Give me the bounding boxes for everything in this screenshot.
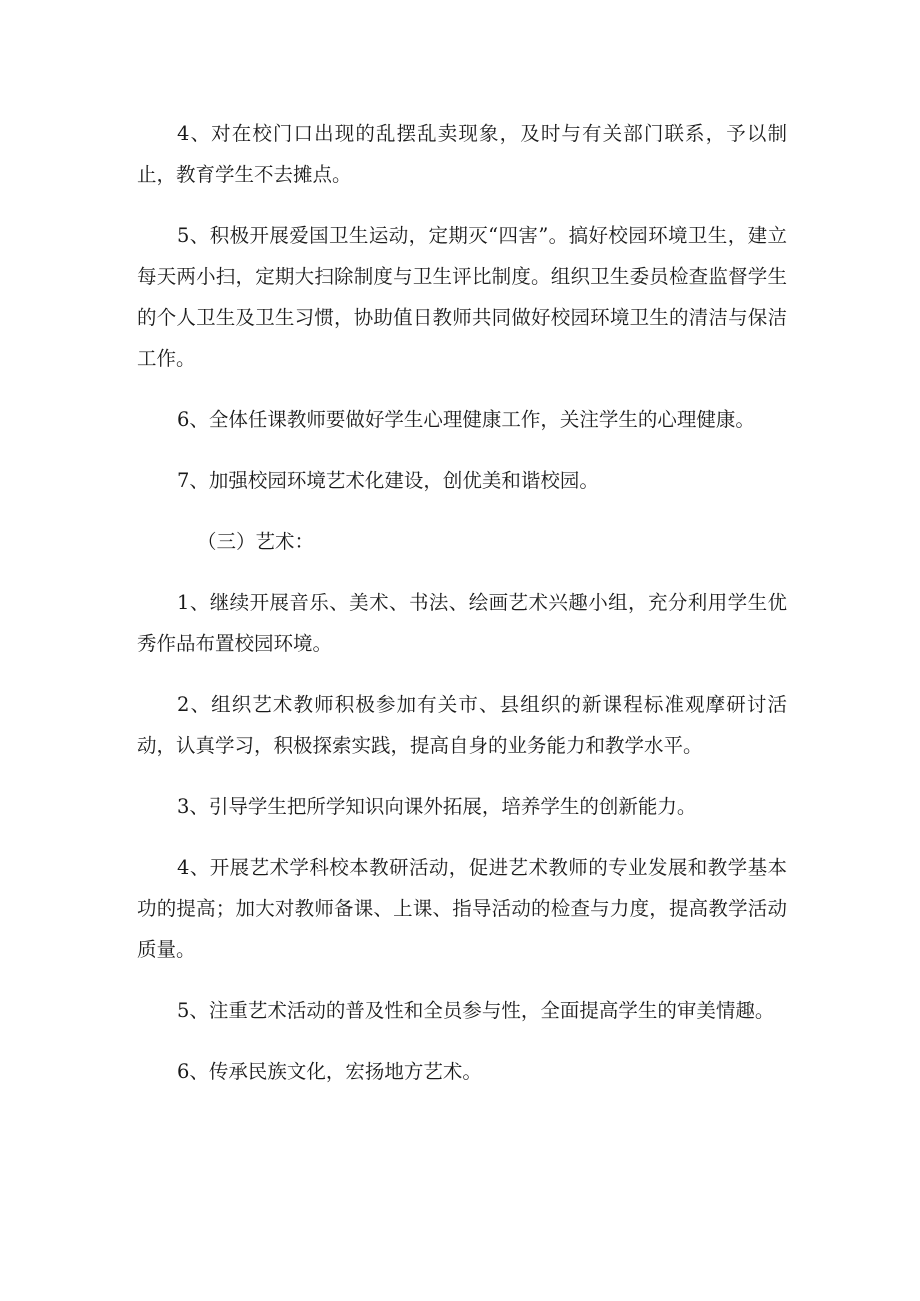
- document-body: [137, 113, 787, 1112]
- paragraph-art-item-5: 5、注重艺术活动的普及性和全员参与性，全面提高学生的审美情趣。: [177, 999, 775, 1022]
- paragraph-item-7-campus-art: 7、加强校园环境艺术化建设，创优美和谐校园。: [177, 469, 599, 492]
- paragraph-art-item-2: 2、组织艺术教师积极参加有关市、县组织的新课程标准观摩研讨活动，认真学习，积极探索实践，提高自身的业务能力和教学水平。: [137, 693, 787, 757]
- paragraph-art-item-6: 6、传承民族文化，宏扬地方艺术。: [177, 1060, 482, 1083]
- paragraph-art-item-1: 1、继续开展音乐、美术、书法、绘画艺术兴趣小组，充分利用学生优秀作品布置校园环境。: [137, 591, 787, 655]
- paragraph-item-5-hygiene: 5、积极开展爱国卫生运动，定期灭“四害”。搞好校园环境卫生，建立每天两小扫，定期大扫除制度与卫生评比制度。组织卫生委员检查监督学生的个人卫生及卫生习惯，协助值日教师共同做好校园环境卫生的清洁与保洁工作。: [137, 224, 787, 370]
- paragraph-art-item-4: 4、开展艺术学科校本教研活动，促进艺术教师的专业发展和教学基本功的提高；加大对教师备课、上课、指导活动的检查与力度，提高教学活动质量。: [137, 856, 787, 961]
- paragraph-item-4-campus-vendors: 4、对在校门口出现的乱摆乱卖现象，及时与有关部门联系，予以制止，教育学生不去摊点。: [137, 122, 787, 186]
- section-heading-art: （三）艺术：: [197, 530, 315, 553]
- paragraph-art-item-3: 3、引导学生把所学知识向课外拓展，培养学生的创新能力。: [177, 795, 697, 818]
- paragraph-item-6-mental-health: 6、全体任课教师要做好学生心理健康工作，关注学生的心理健康。: [177, 408, 755, 431]
